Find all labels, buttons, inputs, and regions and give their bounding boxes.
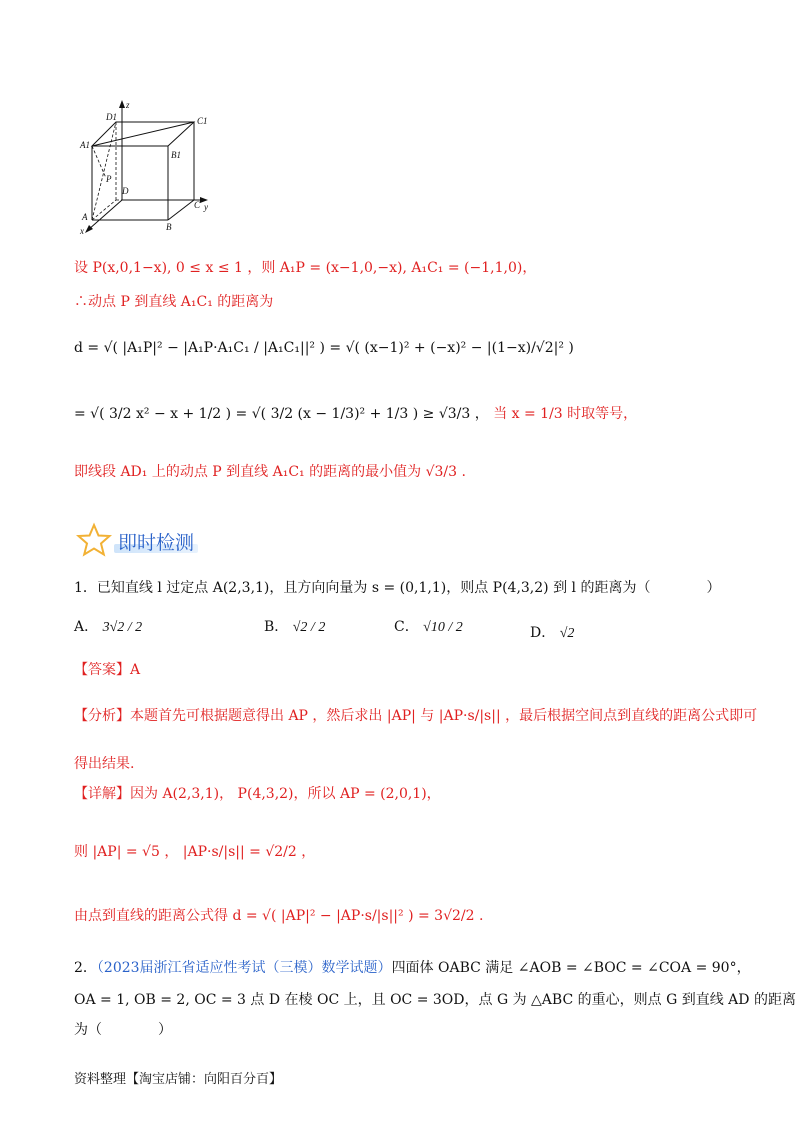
label-d1: D1 (106, 112, 117, 122)
q2-number: 2． (74, 960, 97, 976)
solution-line-4 (74, 404, 637, 424)
q2-source: （2023届浙江省适应性考试（三模）数学试题） (96, 960, 392, 976)
detail-line-1: 【详解】因为 A(2,3,1)， P(4,3,2)，所以 AP = (2,0,1)， (74, 786, 441, 802)
q2-text-1: 四面体 OABC 满足 ∠AOB = ∠BOC = ∠COA = 90°， (391, 960, 751, 976)
solution-line-4a: = √( 3/2 x² − x + 1/2 ) = √( 3/2 (x − 1/3)² + 1/3 ) ≥ √3/3 ， (74, 406, 489, 422)
label-c1: C1 (197, 116, 208, 126)
option-a-value: 3√2 / 2 (102, 620, 143, 635)
q2-line-1 (74, 958, 751, 978)
label-a: A (82, 212, 88, 222)
label-a1: A1 (80, 140, 90, 150)
analysis-line-2: 得出结果. (74, 756, 135, 772)
option-d-value: √2 (559, 626, 575, 641)
footer: 资料整理【淘宝店铺：向阳百分百】 (74, 1072, 283, 1087)
option-c-value: √10 / 2 (423, 620, 463, 635)
label-x: x (80, 226, 84, 236)
label-z: z (126, 100, 130, 110)
solution-line-5: 即线段 AD₁ 上的动点 P 到直线 A₁C₁ 的距离的最小值为 √3/3 . (74, 464, 466, 480)
option-a[interactable]: A． 3√2 / 2 (74, 619, 143, 635)
label-c: C (194, 200, 201, 210)
option-b[interactable]: B． √2 / 2 (264, 619, 326, 635)
detail-line-2: 则 |AP| = √5 ， |AP·s/|s|| = √2/2 ， (74, 844, 316, 860)
label-d: D (122, 186, 129, 196)
q1-stem: 1．已知直线 l 过定点 A(2,3,1)，且方向向量为 s = (0,1,1)，则点 P(4,3,2) 到 l 的距离为（ ） (74, 580, 721, 596)
option-d[interactable]: D． √2 (530, 625, 575, 641)
analysis-line-1: 【分析】本题首先可根据题意得出 AP ，然后求出 |AP| 与 |AP·s/|s|| ，最后根据空间点到直线的距离公式即可 (74, 708, 758, 724)
q2-line-3: 为（ ） (74, 1022, 172, 1038)
option-c[interactable]: C． √10 / 2 (394, 619, 463, 635)
star-icon (76, 522, 112, 558)
solution-line-2: ∴动点 P 到直线 A₁C₁ 的距离为 (74, 294, 274, 310)
q2-line-2: OA = 1, OB = 2, OC = 3 点 D 在棱 OC 上，且 OC = 3OD，点 G 为 △ABC 的重心，则点 G 到直线 AD 的距离 (74, 992, 796, 1008)
label-b: B (166, 222, 172, 232)
section-header (76, 520, 206, 560)
label-y: y (204, 202, 208, 212)
answer: 【答案】A (74, 662, 141, 678)
section-title: 即时检测 (118, 532, 195, 554)
label-b1: B1 (171, 150, 181, 160)
cube-figure (76, 96, 226, 246)
solution-line-4b: 当 x = 1/3 时取等号， (493, 406, 638, 422)
option-b-value: √2 / 2 (292, 620, 326, 635)
solution-line-1: 设 P(x,0,1−x), 0 ≤ x ≤ 1 ，则 A₁P = (x−1,0,−x), A₁C₁ = (−1,1,0)， (74, 260, 537, 276)
detail-line-3: 由点到直线的距离公式得 d = √( |AP|² − |AP·s/|s||² ) = 3√2/2 . (74, 908, 484, 924)
label-p: P (106, 174, 112, 184)
solution-line-3: d = √( |A₁P|² − |A₁P·A₁C₁ / |A₁C₁||² ) = √( (x−1)² + (−x)² − |(1−x)/√2|² ) (74, 340, 574, 356)
